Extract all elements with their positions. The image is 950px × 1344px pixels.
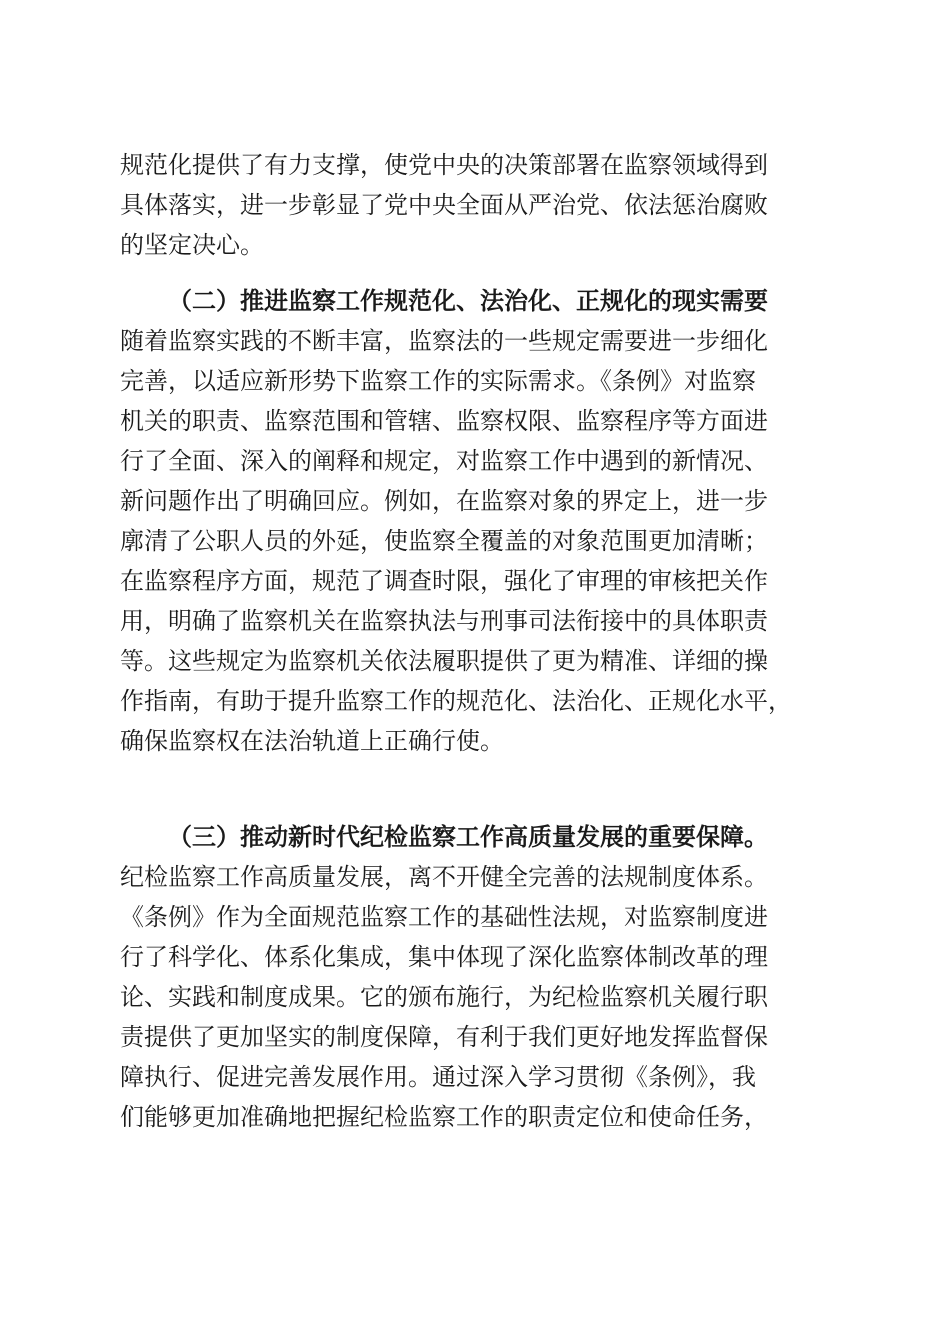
heading-text: （二）推进监察工作规范化、法治化、正规化的现实需要 xyxy=(168,286,768,315)
text-line: 作指南，有助于提升监察工作的规范化、法治化、正规化水平， xyxy=(120,687,792,715)
heading-text: （三）推动新时代纪检监察工作高质量发展的重要保障。 xyxy=(168,822,768,851)
body-line xyxy=(0,978,950,1016)
body-line xyxy=(0,898,950,936)
text-line: 在监察程序方面，规范了调查时限，强化了审理的审核把关作 xyxy=(120,567,768,595)
body-line xyxy=(0,522,950,560)
text-line: 们能够更加准确地把握纪检监察工作的职责定位和使命任务， xyxy=(120,1103,768,1131)
text-line: 用，明确了监察机关在监察执法与刑事司法衔接中的具体职责 xyxy=(120,607,768,635)
text-line: 论、实践和制度成果。它的颁布施行，为纪检监察机关履行职 xyxy=(120,983,768,1011)
body-line xyxy=(0,322,950,360)
body-line xyxy=(0,1018,950,1056)
body-line xyxy=(0,442,950,480)
body-line xyxy=(0,1058,950,1096)
text-line: 的坚定决心。 xyxy=(120,231,264,259)
body-line xyxy=(0,562,950,600)
body-line xyxy=(0,226,950,264)
body-line xyxy=(0,722,950,760)
text-line: 确保监察权在法治轨道上正确行使。 xyxy=(120,727,504,755)
body-line xyxy=(0,402,950,440)
body-line xyxy=(0,482,950,520)
body-line xyxy=(0,1098,950,1136)
text-line: 新问题作出了明确回应。例如，在监察对象的界定上，进一步 xyxy=(120,487,768,515)
section-heading-2 xyxy=(0,282,950,320)
text-line: 机关的职责、监察范围和管辖、监察权限、监察程序等方面进 xyxy=(120,407,768,435)
body-line xyxy=(0,186,950,224)
body-line xyxy=(0,602,950,640)
text-line: 等。这些规定为监察机关依法履职提供了更为精准、详细的操 xyxy=(120,647,768,675)
text-line: 具体落实，进一步彰显了党中央全面从严治党、依法惩治腐败 xyxy=(120,191,768,219)
body-line xyxy=(0,682,950,720)
body-line xyxy=(0,146,950,184)
text-line: 障执行、促进完善发展作用。通过深入学习贯彻《条例》，我 xyxy=(120,1063,756,1091)
text-line: 行了全面、深入的阐释和规定，对监察工作中遇到的新情况、 xyxy=(120,447,768,475)
body-line xyxy=(0,858,950,896)
section-heading-3 xyxy=(0,818,950,856)
text-line: 随着监察实践的不断丰富，监察法的一些规定需要进一步细化 xyxy=(120,327,768,355)
body-line xyxy=(0,642,950,680)
text-line: 完善，以适应新形势下监察工作的实际需求。《条例》对监察 xyxy=(120,367,756,395)
text-line: 纪检监察工作高质量发展，离不开健全完善的法规制度体系。 xyxy=(120,863,768,891)
body-line xyxy=(0,362,950,400)
text-line: 行了科学化、体系化集成，集中体现了深化监察体制改革的理 xyxy=(120,943,768,971)
text-line: 《条例》作为全面规范监察工作的基础性法规，对监察制度进 xyxy=(120,903,768,931)
body-line xyxy=(0,938,950,976)
text-line: 责提供了更加坚实的制度保障，有利于我们更好地发挥监督保 xyxy=(120,1023,768,1051)
text-line: 规范化提供了有力支撑，使党中央的决策部署在监察领域得到 xyxy=(120,151,768,179)
text-line: 廓清了公职人员的外延，使监察全覆盖的对象范围更加清晰； xyxy=(120,527,768,555)
